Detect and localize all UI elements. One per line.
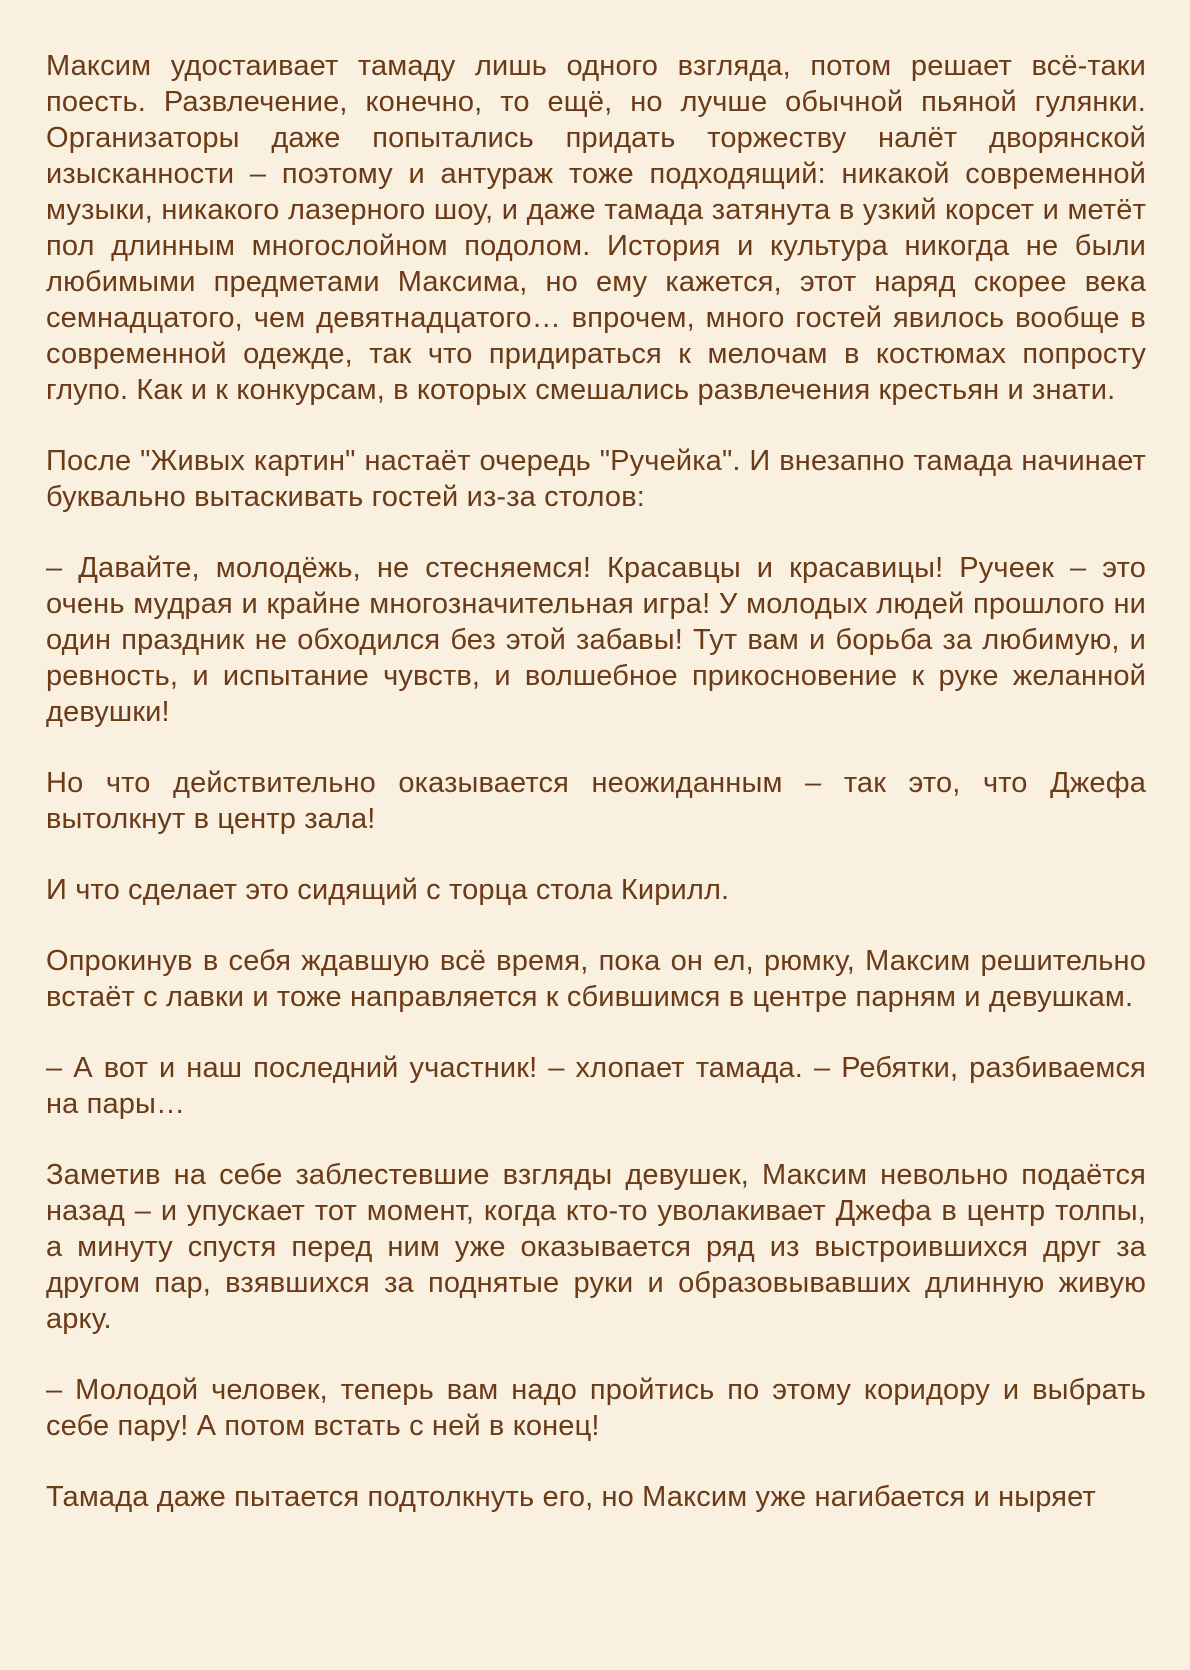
paragraph-5: И что сделает это сидящий с торца стола Кирилл. <box>46 874 730 906</box>
paragraph-9: – Молодой человек, теперь вам надо пройтись по этому коридору и выбрать себе пару! А потом встать с ней в конец! <box>46 1374 1146 1442</box>
paragraph-10: Тамада даже пытается подтолкнуть его, но Максим уже нагибается и ныряет <box>46 1481 1096 1513</box>
paragraph-8: Заметив на себе заблестевшие взгляды девушек, Максим невольно подаётся назад – и упускает тот момент, когда кто-то уволакивает Джефа в центр толпы, а минуту спустя перед ним уже оказывается ряд из выстроившихся друг за другом пар, взявшихся за поднятые руки и образовывавших длинную живую арку. <box>46 1159 1146 1335</box>
paragraph-6: Опрокинув в себя ждавшую всё время, пока он ел, рюмку, Максим решительно встаёт с лавки и тоже направляется к сбившимся в центре парням и девушкам. <box>46 945 1146 1013</box>
paragraph-3: – Давайте, молодёжь, не стесняемся! Красавцы и красавицы! Ручеек – это очень мудрая и крайне многозначительная игра! У молодых людей прошлого ни один праздник не обходился без этой забавы! Тут вам и борьба за любимую, и ревность, и испытание чувств, и волшебное прикосновение к руке желанной девушки! <box>46 552 1146 728</box>
paragraph-2: После "Живых картин" настаёт очередь "Ручейка". И внезапно тамада начинает буквально вытаскивать гостей из-за столов: <box>46 445 1146 513</box>
paragraph-4: Но что действительно оказывается неожиданным – так это, что Джефа вытолкнут в центр зала! <box>46 767 1146 835</box>
paragraph-1: Максим удостаивает тамаду лишь одного взгляда, потом решает всё-таки поесть. Развлечение, конечно, то ещё, но лучше обычной пьяной гулянки. Организаторы даже попытались придать торжеству налёт дворянской изысканности – поэтому и антураж тоже подходящий: никакой современной музыки, никакого лазерного шоу, и даже тамада затянута в узкий корсет и метёт пол длинным многослойном подолом. История и культура никогда не были любимыми предметами Максима, но ему кажется, этот наряд скорее века семнадцатого, чем девятнадцатого… впрочем, много гостей явилось вообще в современной одежде, так что придираться к мелочам в костюмах попросту глупо. Как и к конкурсам, в которых смешались развлечения крестьян и знати. <box>46 50 1146 406</box>
paragraph-7: – А вот и наш последний участник! – хлопает тамада. – Ребятки, разбиваемся на пары… <box>46 1052 1146 1120</box>
